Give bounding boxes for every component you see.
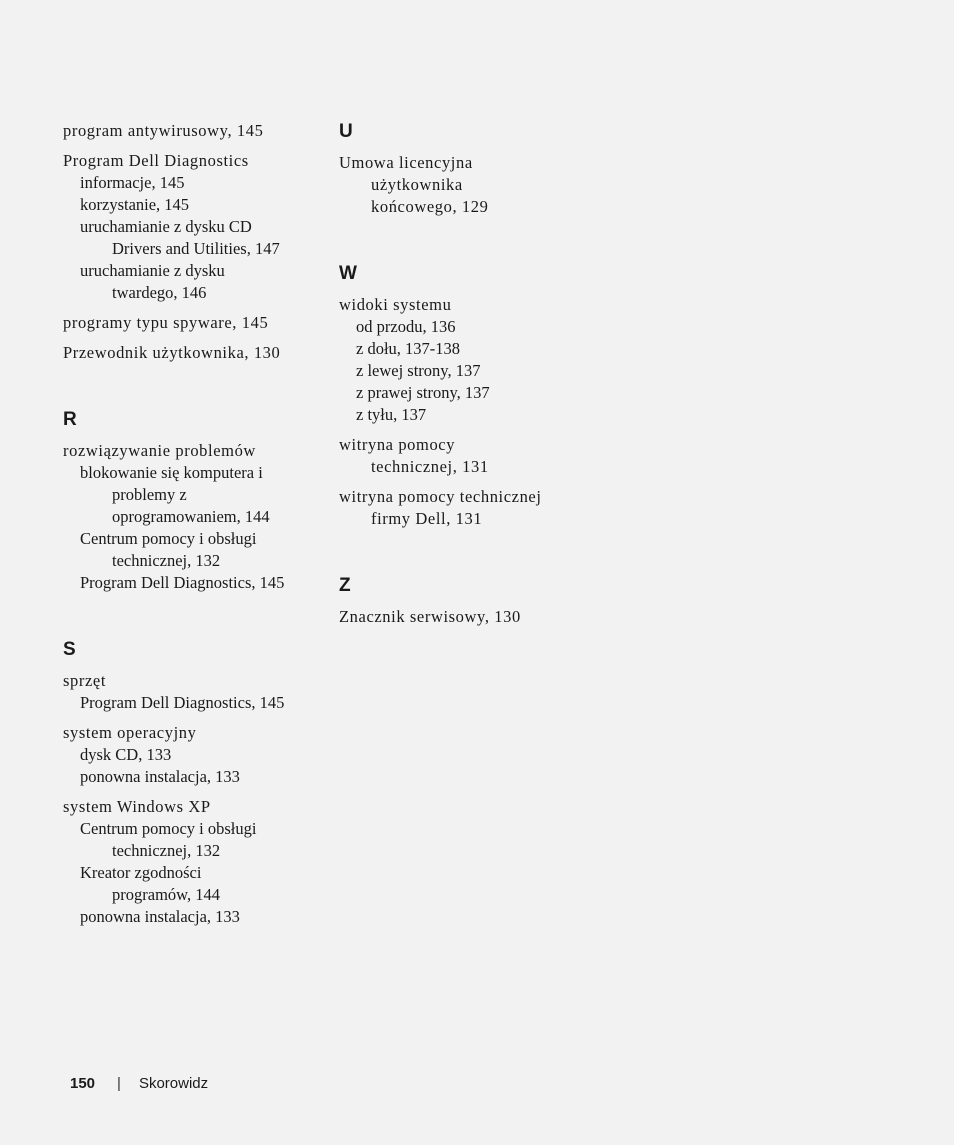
index-line: system operacyjny (63, 723, 197, 742)
index-subentry (339, 404, 609, 426)
index-entry (339, 486, 609, 530)
index-entry (63, 120, 333, 142)
index-subentry (63, 818, 333, 862)
index-line: sprzęt (63, 671, 106, 690)
index-line: Program Dell Diagnostics, 145 (80, 693, 285, 712)
entries-s (63, 670, 333, 928)
section-heading-z: Z (339, 575, 351, 596)
index-line: ponowna instalacja, 133 (80, 767, 240, 786)
index-entry (63, 722, 333, 788)
index-subentry (63, 766, 333, 788)
index-line: informacje, 145 (80, 173, 185, 192)
footer-separator: | (117, 1075, 121, 1092)
index-subentry (63, 462, 333, 528)
index-line: Program Dell Diagnostics, 145 (80, 573, 285, 592)
index-line: Znacznik serwisowy, 130 (339, 607, 521, 626)
index-line: twardego, 146 (112, 283, 207, 302)
entries-w (339, 294, 609, 530)
index-entry (63, 796, 333, 928)
index-line: technicznej, 132 (112, 841, 221, 860)
index-entry (63, 150, 333, 304)
section-heading-u: U (339, 121, 353, 142)
index-entry (339, 606, 609, 628)
index-line: Program Dell Diagnostics (63, 151, 249, 170)
index-line: system Windows XP (63, 797, 211, 816)
index-line: korzystanie, 145 (80, 195, 190, 214)
index-subentry (339, 338, 609, 360)
index-line: od przodu, 136 (356, 317, 456, 336)
index-entry (339, 294, 609, 426)
index-line: Kreator zgodności (80, 863, 202, 882)
index-line: rozwiązywanie problemów (63, 441, 256, 460)
section-heading-r: R (63, 409, 77, 430)
index-subentry (63, 862, 333, 906)
section-heading-w: W (339, 263, 357, 284)
index-line: widoki systemu (339, 295, 452, 314)
index-line: programy typu spyware, 145 (63, 313, 269, 332)
footer-section-title: Skorowidz (138, 1075, 209, 1092)
index-entry (63, 440, 333, 594)
page-number: 150 (70, 1075, 96, 1092)
index-line: programów, 144 (112, 885, 220, 904)
index-line: ponowna instalacja, 133 (80, 907, 240, 926)
index-subentry (63, 260, 333, 304)
index-subentry (63, 692, 333, 714)
index-line: z tyłu, 137 (356, 405, 427, 424)
index-subentry (63, 216, 333, 260)
index-column-right (339, 120, 609, 636)
index-subentry (339, 360, 609, 382)
index-subentry (339, 382, 609, 404)
index-line: uruchamianie z dysku (80, 261, 225, 280)
index-line: Przewodnik użytkownika, 130 (63, 343, 281, 362)
index-entry (63, 670, 333, 714)
index-subentry (63, 572, 333, 594)
index-line: dysk CD, 133 (80, 745, 172, 764)
index-line: Drivers and Utilities, 147 (112, 239, 280, 258)
index-line: witryna pomocy technicznej (339, 487, 542, 506)
index-line: końcowego, 129 (371, 197, 489, 216)
index-line: użytkownika (371, 175, 463, 194)
index-line: witryna pomocy (339, 435, 456, 454)
index-line: Centrum pomocy i obsługi (80, 819, 257, 838)
index-subentry (63, 172, 333, 194)
entries-u (339, 152, 609, 218)
index-line: z prawej strony, 137 (356, 383, 490, 402)
index-subentry (63, 744, 333, 766)
index-entry (63, 312, 333, 334)
index-line: firmy Dell, 131 (371, 509, 483, 528)
index-line: technicznej, 132 (112, 551, 221, 570)
index-line: uruchamianie z dysku CD (80, 217, 252, 236)
page-footer (70, 1075, 208, 1092)
index-entry (339, 152, 609, 218)
index-subentry (63, 906, 333, 928)
index-line: z dołu, 137-138 (356, 339, 461, 358)
index-line: problemy z (112, 485, 187, 504)
entries-p-continued (63, 120, 333, 364)
index-line: Umowa licencyjna (339, 153, 473, 172)
index-line: blokowanie się komputera i (80, 463, 263, 482)
index-entry (339, 434, 609, 478)
index-column-left (63, 120, 333, 936)
index-subentry (339, 316, 609, 338)
index-line: oprogramowaniem, 144 (112, 507, 270, 526)
index-entry (63, 342, 333, 364)
index-subentry (63, 194, 333, 216)
index-line: technicznej, 131 (371, 457, 489, 476)
index-line: Centrum pomocy i obsługi (80, 529, 257, 548)
entries-z (339, 606, 609, 628)
index-line: program antywirusowy, 145 (63, 121, 264, 140)
index-subentry (63, 528, 333, 572)
entries-r (63, 440, 333, 594)
section-heading-s: S (63, 639, 76, 660)
index-line: z lewej strony, 137 (356, 361, 481, 380)
